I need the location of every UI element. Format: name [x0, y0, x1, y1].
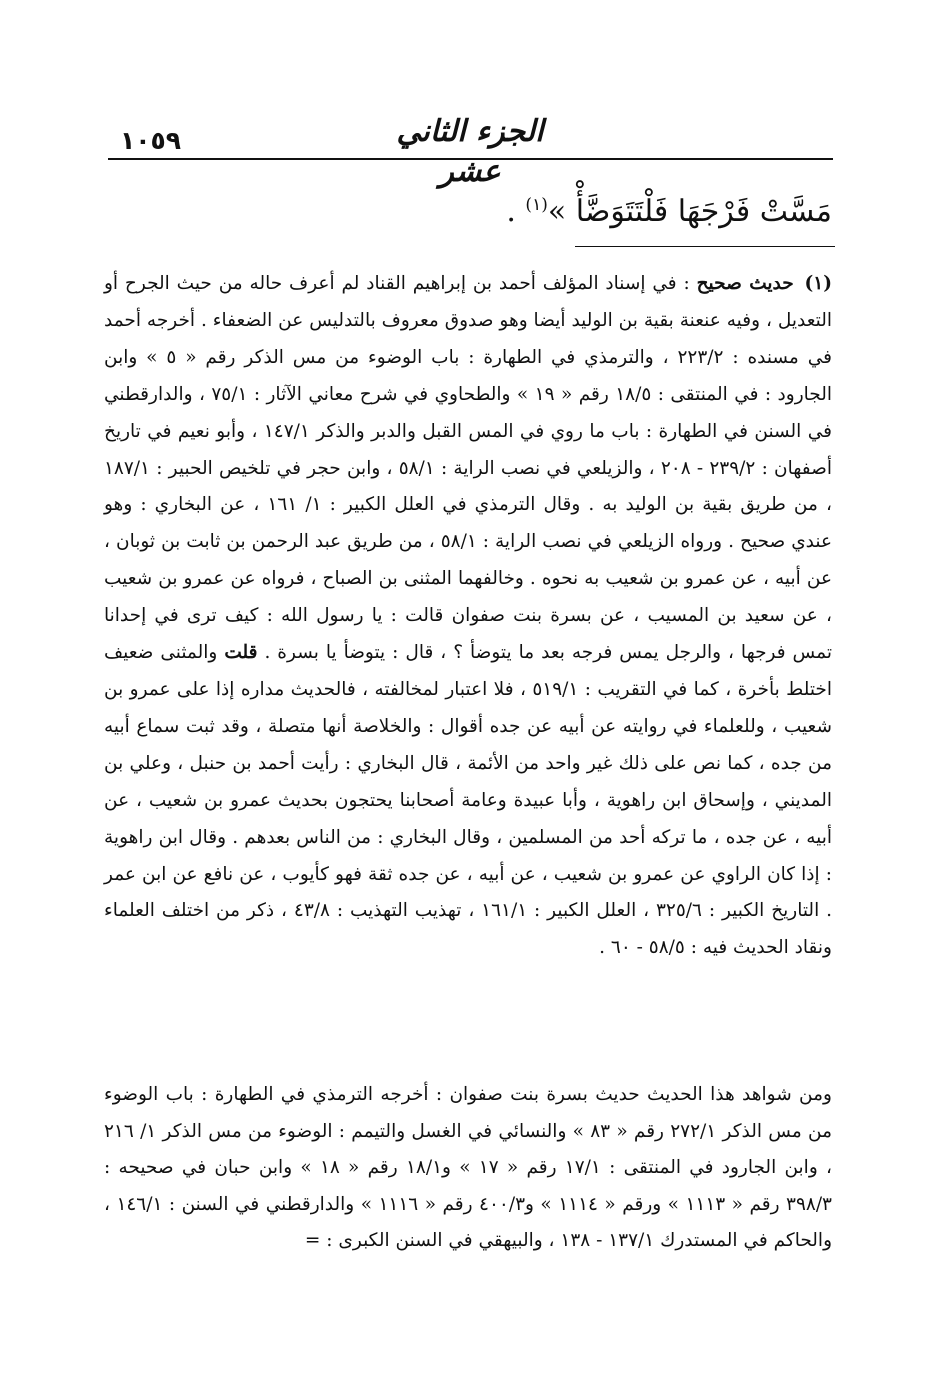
footnote-separator	[575, 246, 835, 247]
main-text	[332, 178, 832, 239]
footnote-marker: (١)	[804, 273, 832, 294]
footnote-text-part1: : في إسناد المؤلف أحمد بن إبراهيم القناد لم أعرف حاله من حيث الجرح أو التعديل ، وفيه عنعنة بقية بن الوليد أيضا وهو صدوق معروف بالتدليس عن الضعفاء . أخرجه أحمد في مسنده : ٢٢٣/٢ ، والترمذي في الطهارة : باب الوضوء من مس الذكر رقم « ٥ » وابن الجارود : في المنتقى : ١٨/٥ رقم « ١٩ » والطحاوي في شرح معاني الآثار : ٧٥/١ ، والدارقطني في السنن في الطهارة : باب ما روي في المس القبل والدبر والذكر ١٤٧/١ ، وأبو نعيم في تاريخ أصفهان : ٢٣٩/٢ - ٢٠٨ ، والزيلعي في نصب الراية : ٥٨/١ ، وابن حجر في تلخيص الحبير : ١٨٧/١ ، من طريق بقية بن الوليد به . وقال الترمذي في العلل الكبير : ١/ ١٦١ ، عن البخاري : وهو عندي صحيح . ورواه الزيلعي في نصب الراية : ٥٨/١ ، من طريق عبد الرحمن بن ثابت بن ثوبان ، عن أبيه ، عن عمرو بن شعيب به نحوه . وخالفهما المثنى بن الصباح ، فرواه عن عمرو بن شعيب ، عن سعيد بن المسيب ، عن بسرة بنت صفوان قالت : يا رسول الله : كيف ترى في إحدانا تمس فرجها ، والرجل يمس فرجه بعد ما يتوضأ ؟ ، قال : يتوضأ يا بسرة .	[104, 273, 833, 664]
hadith-grade: حديث صحيح	[696, 273, 794, 294]
header-divider	[108, 158, 833, 160]
qult-label: قلت	[224, 642, 258, 664]
footnote-text-part2: والمثنى ضعيف اختلط بأخرة ، كما في التقريب : ٥١٩/١ ، فلا اعتبار لمخالفته ، فالحديث مداره إذا على عمرو بن شعيب ، وللعلماء في روايته عن أبيه عن جده أقوال : والخلاصة أنها متصلة ، وقد ثبت سماع أبيه من جده ، كما نص على ذلك غير واحد من الأئمة ، قال البخاري : رأيت أحمد بن حنبل ، وعلي بن المديني ، وإسحاق ابن راهوية ، وأبا عبيدة وعامة أصحابنا يحتجون بحديث عمرو بن شعيب ، عن أبيه ، عن جده ، ما تركه أحد من المسلمين ، وقال البخاري : من الناس بعدهم . وقال ابن راهوية : إذا كان الراوي عن عمرو بن شعيب ، عن أبيه ، عن جده ثقة فهو كأيوب ، عن نافع عن ابن عمر . التاريخ الكبير : ٣٢٥/٦ ، العلل الكبير : ١٦١/١ ، تهذيب التهذيب : ٤٣/٨ ، ذكر من اختلف العلماء ونقاد الحديث فيه : ٥٨/٥ - ٦٠ .	[104, 642, 832, 959]
footnote-paragraph	[104, 266, 832, 967]
page-header	[108, 108, 833, 189]
shawahid-text: ومن شواهد هذا الحديث حديث بسرة بنت صفوان : أخرجه الترمذي في الطهارة : باب الوضوء من مس الذكر ٢٧٢/١ رقم « ٨٣ » والنسائي في الغسل والتيمم : الوضوء من مس الذكر ١/ ٢١٦ ، وابن الجارود في المنتقى : ١٧/١ رقم « ١٧ » و١٨/١ رقم « ١٨ » وابن حبان في صحيحه : ٣٩٨/٣ رقم « ١١١٣ » ورقم « ١١١٤ » و٤٠٠/٣ رقم « ١١١٦ » والدارقطني في السنن : ١٤٦/١ ، والحاكم في المستدرك ١٣٧/١ - ١٣٨ ، والبيهقي في السنن الكبرى : =	[104, 1084, 832, 1251]
main-text-end: .	[506, 194, 526, 229]
shawahid-paragraph	[104, 1077, 832, 1260]
part-title: الجزء الثاني عشر	[396, 114, 544, 189]
page-number: ١٠٥٩	[120, 126, 182, 155]
footnote	[104, 266, 832, 967]
footnote-reference: (١)	[525, 195, 548, 215]
main-text-body: مَسَّتْ فَرْجَهَا فَلْتَتَوَضَّأْ »	[547, 194, 832, 229]
